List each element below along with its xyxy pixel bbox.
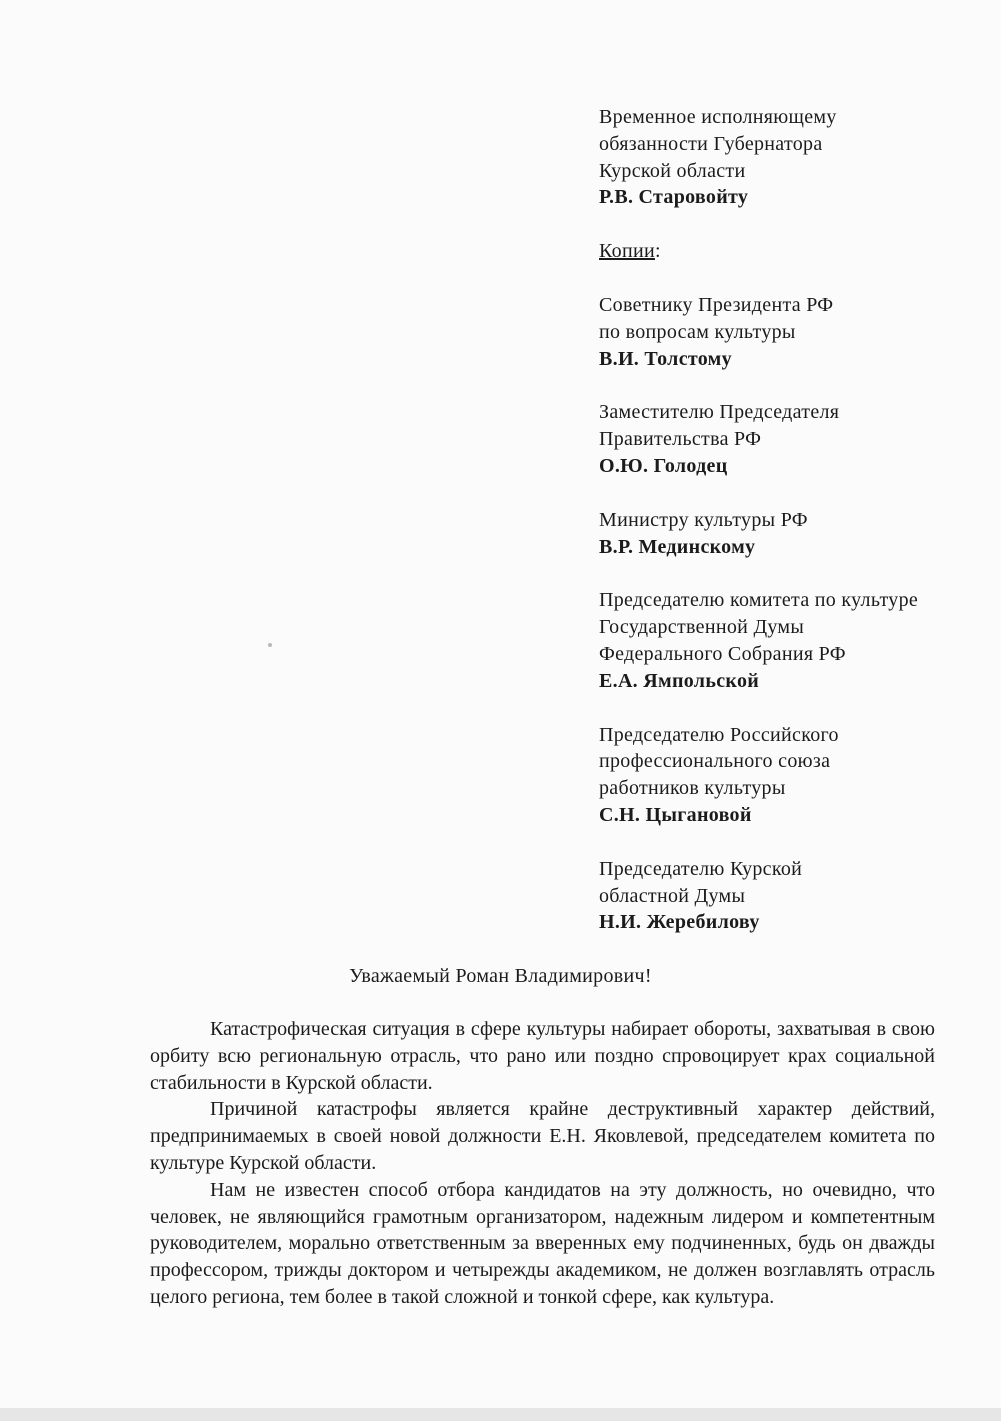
primary-addressee <box>599 104 999 211</box>
recipient-line: Заместителю Председателя <box>599 401 840 424</box>
recipient-line: областной Думы <box>599 884 746 907</box>
copy-recipient <box>599 292 999 372</box>
scan-speck <box>268 643 272 647</box>
recipient-name: С.Н. Цыгановой <box>599 803 752 826</box>
copies-colon: : <box>654 240 661 263</box>
addressee-line: Временное исполняющему <box>599 106 837 128</box>
recipient-line: работников культуры <box>599 777 786 800</box>
body-paragraph: Причиной катастрофы является крайне деструктивный характер действий, предпринимаемых в своей новой должности Е.Н. Яковлевой, председателем комитета по культуре Курской области. <box>150 1098 935 1174</box>
recipient-line: Министру культуры РФ <box>599 508 808 531</box>
copies-heading <box>599 238 999 265</box>
salutation: Уважаемый Роман Владимирович! <box>349 965 652 987</box>
addressee-block <box>599 104 999 963</box>
addressee-name: Р.В. Старовойту <box>599 186 749 209</box>
body-paragraph: Нам не известен способ отбора кандидатов на эту должность, но очевидно, что человек, не являющийся грамотным организатором, надежным лидером и компетентным руководителем, морально ответственным за вверенных ему подчиненных, будь он дважды профессором, трижды доктором и четырежды академиком, не должен возглавлять отрасль целого региона, тем более в такой сложной и тонкой сфере, как культура. <box>150 1178 935 1308</box>
copy-recipient <box>599 722 999 829</box>
recipient-line: Федерального Собрания РФ <box>599 642 846 665</box>
recipient-line: Советнику Президента РФ <box>599 293 834 316</box>
copy-recipient <box>599 587 999 694</box>
recipient-name: В.И. Толстому <box>599 347 732 370</box>
copies-label: Копии <box>599 240 655 263</box>
recipient-line: Председателю комитета по культуре <box>599 589 919 612</box>
body-paragraph: Катастрофическая ситуация в сфере культуры набирает обороты, захватывая в свою орбиту всю региональную отрасль, что рано или поздно спровоцирует крах социальной стабильности в Курской области. <box>150 1018 935 1094</box>
copy-recipient <box>599 507 999 561</box>
copy-recipient <box>599 856 999 936</box>
page-bottom-edge <box>0 1408 1001 1421</box>
recipient-line: Государственной Думы <box>599 616 805 639</box>
recipient-name: Е.А. Ямпольской <box>599 669 760 692</box>
addressee-line: Курской области <box>599 159 746 182</box>
recipient-name: Н.И. Жеребилову <box>599 911 760 934</box>
addressee-line: обязанности Губернатора <box>599 132 823 155</box>
recipient-line: профессионального союза <box>599 750 831 773</box>
recipient-line: Председателю Курской <box>599 857 803 880</box>
recipient-line: по вопросам культуры <box>599 320 796 343</box>
letter-body <box>150 1016 935 1311</box>
copy-recipient <box>599 399 999 479</box>
recipient-line: Правительства РФ <box>599 428 762 451</box>
recipient-name: В.Р. Мединскому <box>599 535 756 558</box>
recipient-name: О.Ю. Голодец <box>599 454 728 477</box>
recipient-line: Председателю Российского <box>599 723 839 746</box>
